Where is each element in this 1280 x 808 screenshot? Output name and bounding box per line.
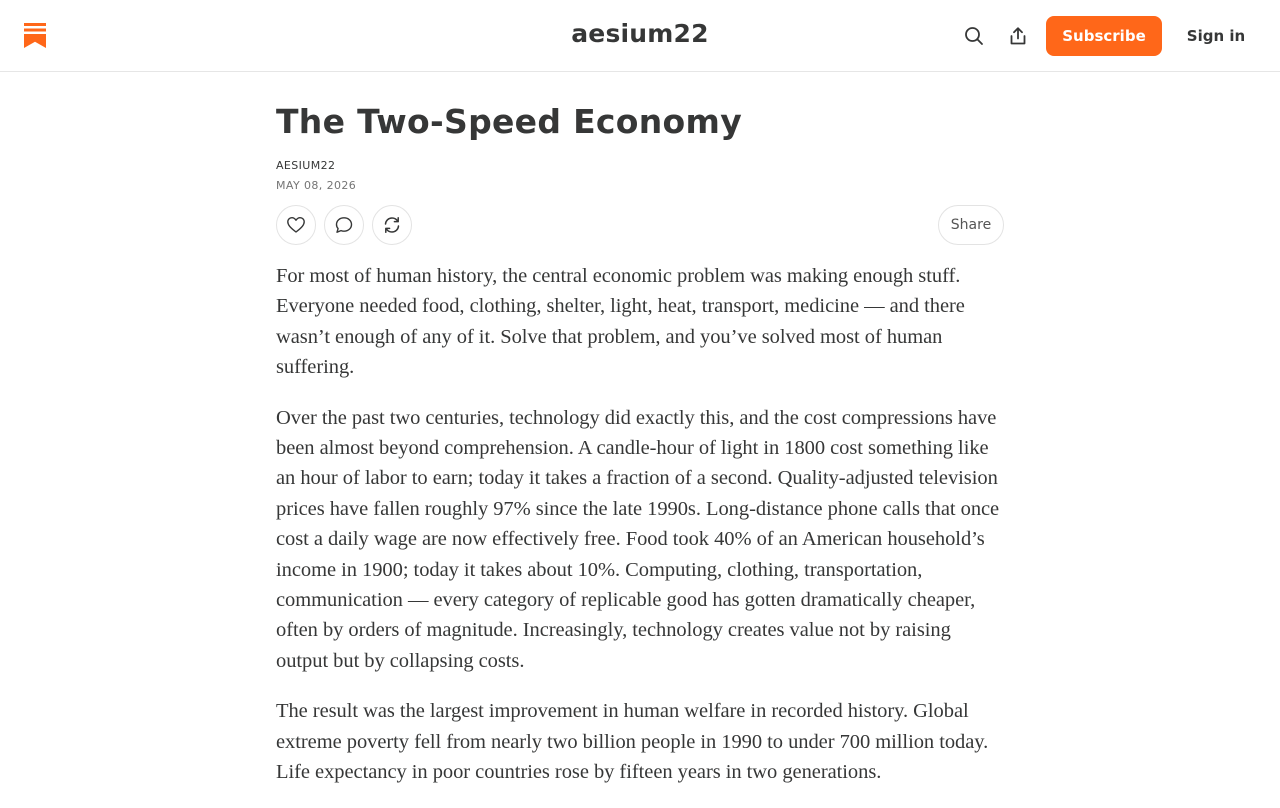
share-page-button[interactable] <box>1004 22 1032 50</box>
body-paragraph: For most of human history, the central economic problem was making enough stuff. Everyone needed food, clothing, shelter, light, heat, transport, medicine — and there wasn’t enough of any of it. Solve that problem, and you’ve solved most of human suffering. <box>276 265 965 379</box>
body-paragraph: Over the past two centuries, technology did exactly this, and the cost compressions have been almost beyond comprehension. A candle-hour of light in 1800 cost something like an hour of labor to earn; today it takes a fraction of a second. Quality-adjusted television prices have fallen roughly 97% since the late 1990s. Long-distance phone calls that once cost a daily wage are now effectively free. Food took 40% of an American household’s income in 1900; today it takes about 10%. Computing, clothing, transportation, communication — every category of replicable good has gotten dramatically cheaper, often by orders of magnitude. Increasingly, technology creates value not by raising output but by collapsing costs. <box>276 406 1000 672</box>
sign-in-button[interactable]: Sign in <box>1186 27 1246 45</box>
like-button[interactable] <box>276 205 316 245</box>
post-body <box>276 261 1004 788</box>
share-button[interactable]: Share <box>938 205 1004 245</box>
comment-icon <box>334 215 354 235</box>
restack-button[interactable] <box>372 205 412 245</box>
post-actions <box>276 205 1004 245</box>
comment-button[interactable] <box>324 205 364 245</box>
top-navigation-bar <box>0 0 1280 72</box>
post-container <box>276 72 1004 808</box>
post-title: The Two-Speed Economy <box>276 102 743 141</box>
post-date: MAY 08, 2026 <box>276 179 357 192</box>
post-author[interactable]: AESIUM22 <box>276 159 336 172</box>
search-icon <box>964 26 984 46</box>
site-name-link[interactable]: aesium22 <box>571 19 709 48</box>
substack-logo-icon[interactable] <box>24 23 46 48</box>
body-paragraph: The result was the largest improvement in human welfare in recorded history. Global extreme poverty fell from nearly two billion people in 1990 to under 700 million today. Life expectancy in poor countries rose by fifteen years in two generations. <box>276 700 989 784</box>
share-icon <box>1008 26 1028 46</box>
search-button[interactable] <box>960 22 988 50</box>
restack-icon <box>382 215 402 235</box>
heart-icon <box>286 215 306 235</box>
subscribe-button[interactable]: Subscribe <box>1046 16 1162 56</box>
